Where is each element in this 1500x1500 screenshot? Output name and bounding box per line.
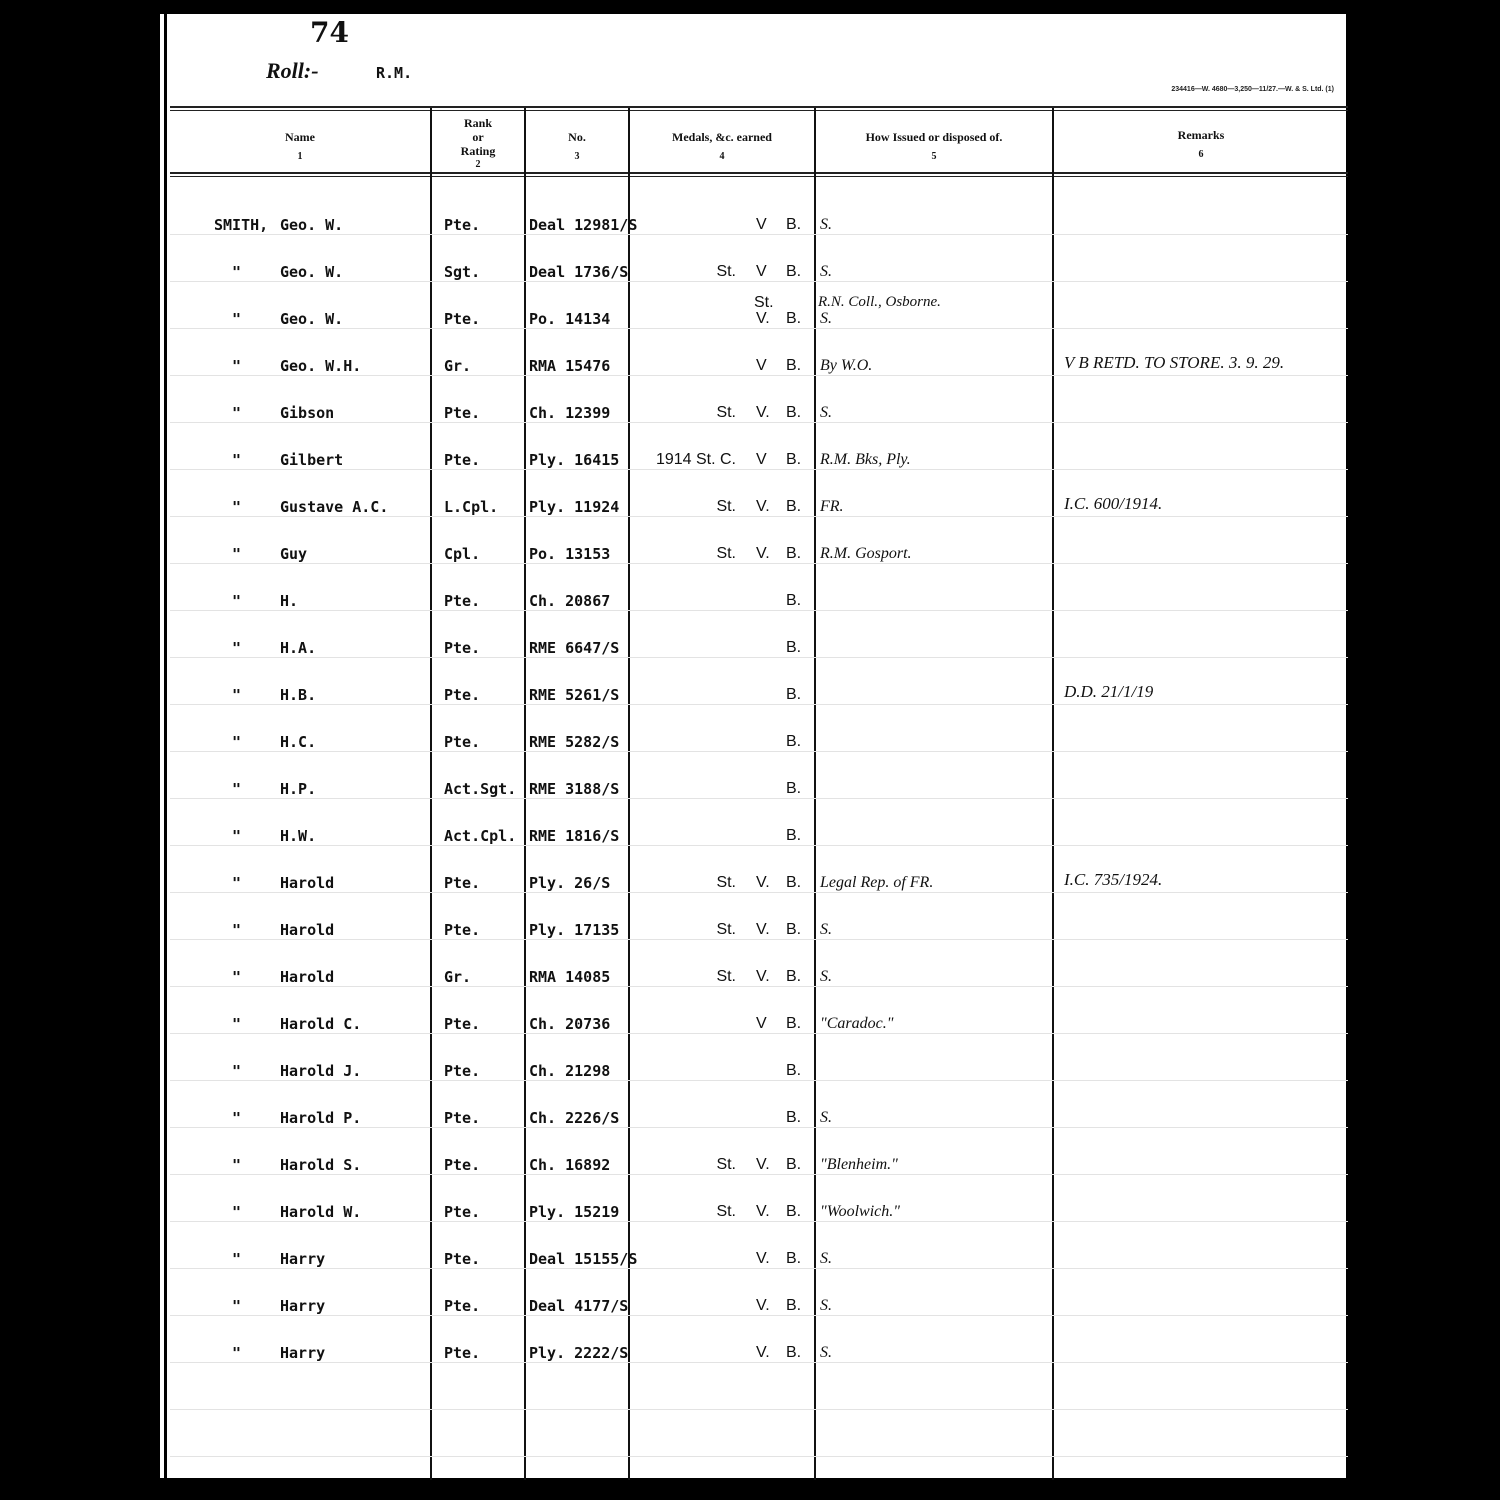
- row-rank: Pte.: [444, 216, 481, 234]
- row-medal-british: B.: [786, 1015, 802, 1032]
- row-forename: Geo. W.H.: [280, 357, 362, 375]
- row-forename: Harold P.: [280, 1109, 362, 1127]
- ruled-line: [170, 1268, 1348, 1269]
- ruled-line: [170, 610, 1348, 611]
- row-number: RME 1816/S: [529, 827, 620, 845]
- row-medal-star: St.: [716, 921, 736, 938]
- row-medal-victory: V.: [756, 921, 770, 938]
- row-ditto-mark: ": [232, 874, 242, 892]
- row-medal-victory: V: [756, 216, 767, 233]
- row-how-issued: S.: [820, 968, 832, 985]
- row-medal-british: B.: [786, 216, 802, 233]
- row-forename: Harold J.: [280, 1062, 362, 1080]
- row-rank: Pte.: [444, 639, 481, 657]
- column-divider-3: [628, 108, 630, 1480]
- row-medal-british: B.: [786, 1297, 802, 1314]
- header-how-issued: How Issued or disposed of. 5: [865, 130, 1003, 162]
- row-medal-british: B.: [786, 1203, 802, 1220]
- header-name: Name 1: [285, 130, 315, 162]
- row-medal-star: St.: [716, 1203, 736, 1220]
- row-medal-victory: V.: [756, 1250, 770, 1267]
- row-number: Deal 12981/S: [529, 216, 638, 234]
- row-how-issued: Legal Rep. of FR.: [820, 874, 934, 891]
- row-how-issued: S.: [820, 404, 832, 421]
- row-medal-british: B.: [786, 827, 802, 844]
- ruled-line: [170, 845, 1348, 846]
- header-number: No. 3: [568, 130, 586, 162]
- roll-page: [138, 0, 1360, 1500]
- row-ditto-mark: ": [232, 639, 242, 657]
- header-remarks: Remarks 6: [1177, 128, 1225, 160]
- row-how-issued: "Caradoc.": [820, 1015, 894, 1032]
- row-ditto-mark: ": [232, 1250, 242, 1268]
- row-rank: Cpl.: [444, 545, 481, 563]
- row-medal-british: B.: [786, 310, 802, 327]
- row-number: Ply. 16415: [529, 451, 620, 469]
- page-binding-line: [164, 0, 167, 1500]
- row-forename: Geo. W.: [280, 216, 344, 234]
- row-ditto-mark: ": [232, 780, 242, 798]
- ruled-line: [170, 751, 1348, 752]
- row-medal-star: St.: [716, 1156, 736, 1173]
- row-medal-victory: V.: [756, 498, 770, 515]
- row-medal-victory: V.: [756, 1297, 770, 1314]
- row-number: RMA 14085: [529, 968, 611, 986]
- row-medal-victory: V.: [756, 545, 770, 562]
- row-number: Po. 14134: [529, 310, 611, 328]
- row-how-issued: R.M. Gosport.: [820, 545, 912, 562]
- row-remarks: I.C. 600/1914.: [1064, 494, 1163, 513]
- ruled-line: [170, 1127, 1348, 1128]
- ruled-line: [170, 422, 1348, 423]
- ruled-line: [170, 986, 1348, 987]
- row-medal-victory: V.: [756, 1156, 770, 1173]
- row-surname: SMITH,: [214, 216, 269, 234]
- row-rank: Gr.: [444, 357, 472, 375]
- row-remarks: I.C. 735/1924.: [1064, 870, 1163, 889]
- row-how-issued: "Woolwich.": [820, 1203, 900, 1220]
- row-medal-british: B.: [786, 1156, 802, 1173]
- row-rank: Pte.: [444, 1015, 481, 1033]
- row-medal-british: B.: [786, 968, 802, 985]
- row-how-issued: S.: [820, 1250, 832, 1267]
- row-number: Ch. 20736: [529, 1015, 611, 1033]
- row-how-issued: S.: [820, 921, 832, 938]
- row-rank: Pte.: [444, 1344, 481, 1362]
- row-medal-victory: V.: [756, 310, 770, 327]
- row-rank: Pte.: [444, 1062, 481, 1080]
- row-medal-british: B.: [786, 1062, 802, 1079]
- row-number: Ch. 16892: [529, 1156, 611, 1174]
- row-rank: Pte.: [444, 1250, 481, 1268]
- ruled-line: [170, 328, 1348, 329]
- ruled-line: [170, 798, 1348, 799]
- row-medal-star: 1914 St. C.: [655, 451, 736, 468]
- row-number: RME 5282/S: [529, 733, 620, 751]
- row-forename: Guy: [280, 545, 308, 563]
- row-medal-british: B.: [786, 404, 802, 421]
- row-medal-victory: V: [756, 451, 767, 468]
- ruled-line: [170, 657, 1348, 658]
- row-rank: Pte.: [444, 1203, 481, 1221]
- row-forename: Harold: [280, 921, 335, 939]
- row-forename: Gustave A.C.: [280, 498, 389, 516]
- row-ditto-mark: ": [232, 968, 242, 986]
- row-medal-star: St.: [716, 498, 736, 515]
- column-divider-5: [1052, 108, 1054, 1480]
- row-how-issued: S.: [820, 310, 832, 327]
- ruled-line: [170, 469, 1348, 470]
- ruled-line: [170, 1080, 1348, 1081]
- page-number: 74: [310, 16, 349, 49]
- row-medal-british: B.: [786, 263, 802, 280]
- column-divider-4: [814, 108, 816, 1480]
- ruled-line: [170, 939, 1348, 940]
- row-ditto-mark: ": [232, 357, 242, 375]
- row-remarks: D.D. 21/1/19: [1064, 682, 1154, 701]
- row-medal-star: St.: [716, 874, 736, 891]
- roll-value: R.M.: [376, 64, 413, 82]
- row-number: RME 3188/S: [529, 780, 620, 798]
- row-ditto-mark: ": [232, 686, 242, 704]
- header-bottom-rule-thin: [170, 176, 1348, 177]
- ruled-line: [170, 892, 1348, 893]
- row-number: Ch. 2226/S: [529, 1109, 620, 1127]
- header-top-rule-thin: [170, 110, 1348, 111]
- row-ditto-mark: ": [232, 1203, 242, 1221]
- header-top-rule: [170, 106, 1348, 108]
- row-number: Ply. 17135: [529, 921, 620, 939]
- row-medal-star: St.: [716, 404, 736, 421]
- row-medal-victory: V: [756, 263, 767, 280]
- row-number: RMA 15476: [529, 357, 611, 375]
- ruled-line: [170, 375, 1348, 376]
- page-edge-top: [138, 0, 1360, 14]
- row-rank: Pte.: [444, 592, 481, 610]
- row-how-issued: S.: [820, 216, 832, 233]
- row-number: Ply. 2222/S: [529, 1344, 629, 1362]
- row-ditto-mark: ": [232, 1156, 242, 1174]
- row-ditto-mark: ": [232, 263, 242, 281]
- row-rank: Act.Cpl.: [444, 827, 517, 845]
- row-ditto-mark: ": [232, 498, 242, 516]
- row-rank: Pte.: [444, 686, 481, 704]
- row-remarks: V B RETD. TO STORE. 3. 9. 29.: [1064, 353, 1285, 372]
- row-ditto-mark: ": [232, 733, 242, 751]
- row-number: Ch. 12399: [529, 404, 611, 422]
- row-forename: H.A.: [280, 639, 317, 657]
- ruled-line: [170, 1174, 1348, 1175]
- row-medal-star: St.: [716, 545, 736, 562]
- row-medal-british: B.: [786, 921, 802, 938]
- row-rank: Pte.: [444, 733, 481, 751]
- row-forename: Harold: [280, 874, 335, 892]
- row-medal-british: B.: [786, 639, 802, 656]
- row-ditto-mark: ": [232, 545, 242, 563]
- row-forename: Harry: [280, 1250, 326, 1268]
- row-ditto-mark: ": [232, 592, 242, 610]
- row-number: Deal 4177/S: [529, 1297, 629, 1315]
- row-forename: Harold: [280, 968, 335, 986]
- row-ditto-mark: ": [232, 1344, 242, 1362]
- row-forename: Harold W.: [280, 1203, 362, 1221]
- row-how-issued: S.: [820, 263, 832, 280]
- row-rank: L.Cpl.: [444, 498, 499, 516]
- row-forename: Gibson: [280, 404, 335, 422]
- row-medal-british: B.: [786, 1109, 802, 1126]
- row-number: Ply. 11924: [529, 498, 620, 516]
- row-rank: Pte.: [444, 874, 481, 892]
- row-rank: Gr.: [444, 968, 472, 986]
- row-rank: Pte.: [444, 1109, 481, 1127]
- page-edge-right: [1346, 0, 1360, 1500]
- row-medal-victory: V: [756, 357, 767, 374]
- row-number: Deal 15155/S: [529, 1250, 638, 1268]
- row-forename: Harry: [280, 1297, 326, 1315]
- ruled-line: [170, 234, 1348, 235]
- ruled-line: [170, 1315, 1348, 1316]
- row-rank: Pte.: [444, 404, 481, 422]
- row-forename: H.C.: [280, 733, 317, 751]
- row-rank: Pte.: [444, 1297, 481, 1315]
- row-ditto-mark: ": [232, 1015, 242, 1033]
- row-rank: Sgt.: [444, 263, 481, 281]
- row-how-issued: By W.O.: [820, 357, 873, 374]
- row-number: Po. 13153: [529, 545, 611, 563]
- row-forename: H.B.: [280, 686, 317, 704]
- ruled-line: [170, 1456, 1348, 1457]
- row-medal-victory: V.: [756, 874, 770, 891]
- row-medal-british: B.: [786, 780, 802, 797]
- row-forename: H.P.: [280, 780, 317, 798]
- ruled-line: [170, 704, 1348, 705]
- page-edge-bottom: [138, 1478, 1360, 1500]
- ruled-line: [170, 1362, 1348, 1363]
- row-ditto-mark: ": [232, 827, 242, 845]
- row-how-issued: R.M. Bks, Ply.: [820, 451, 911, 468]
- row-forename: Gilbert: [280, 451, 344, 469]
- row-rank: Act.Sgt.: [444, 780, 517, 798]
- row-rank: Pte.: [444, 921, 481, 939]
- row-medal-british: B.: [786, 733, 802, 750]
- row-ditto-mark: ": [232, 1297, 242, 1315]
- row-forename: Harold S.: [280, 1156, 362, 1174]
- row-how-issued: S.: [820, 1344, 832, 1361]
- row-number: Deal 1736/S: [529, 263, 629, 281]
- row-ditto-mark: ": [232, 1109, 242, 1127]
- row-medal-victory: V.: [756, 404, 770, 421]
- row-issued-above: R.N. Coll., Osborne.: [818, 294, 941, 310]
- row-medal-victory: V.: [756, 968, 770, 985]
- printer-code: 234416—W. 4680—3,250—11/27.—W. & S. Ltd. (1): [1171, 86, 1334, 93]
- row-number: Ch. 20867: [529, 592, 611, 610]
- row-forename: Geo. W.: [280, 263, 344, 281]
- row-forename: H.: [280, 592, 299, 610]
- ruled-line: [170, 281, 1348, 282]
- row-rank: Pte.: [444, 310, 481, 328]
- row-medal-star: St.: [716, 263, 736, 280]
- header-bottom-rule: [170, 172, 1348, 174]
- row-rank: Pte.: [444, 1156, 481, 1174]
- row-medal-british: B.: [786, 1344, 802, 1361]
- row-how-issued: S.: [820, 1109, 832, 1126]
- row-ditto-mark: ": [232, 451, 242, 469]
- row-medal-british: B.: [786, 451, 802, 468]
- header-rank: Rank or Rating 2: [460, 116, 496, 170]
- row-rank: Pte.: [444, 451, 481, 469]
- row-how-issued: "Blenheim.": [820, 1156, 898, 1173]
- row-medal-british: B.: [786, 1250, 802, 1267]
- column-divider-2: [524, 108, 526, 1480]
- row-forename: Geo. W.: [280, 310, 344, 328]
- row-medal-british: B.: [786, 686, 802, 703]
- row-medal-star-above: St.: [754, 294, 774, 311]
- row-medal-star: St.: [716, 968, 736, 985]
- row-number: RME 5261/S: [529, 686, 620, 704]
- row-number: Ch. 21298: [529, 1062, 611, 1080]
- row-ditto-mark: ": [232, 310, 242, 328]
- row-medal-british: B.: [786, 592, 802, 609]
- roll-label: Roll:-: [266, 58, 319, 83]
- row-medal-british: B.: [786, 874, 802, 891]
- page-edge-left: [138, 0, 160, 1500]
- row-forename: H.W.: [280, 827, 317, 845]
- row-ditto-mark: ": [232, 1062, 242, 1080]
- ruled-line: [170, 1033, 1348, 1034]
- header-medals: Medals, &c. earned 4: [672, 130, 772, 162]
- ruled-line: [170, 1409, 1348, 1410]
- row-medal-british: B.: [786, 545, 802, 562]
- row-forename: Harold C.: [280, 1015, 362, 1033]
- row-medal-british: B.: [786, 357, 802, 374]
- row-number: Ply. 15219: [529, 1203, 620, 1221]
- row-medal-british: B.: [786, 498, 802, 515]
- row-how-issued: S.: [820, 1297, 832, 1314]
- ruled-line: [170, 1221, 1348, 1222]
- row-forename: Harry: [280, 1344, 326, 1362]
- row-ditto-mark: ": [232, 404, 242, 422]
- row-number: Ply. 26/S: [529, 874, 611, 892]
- row-medal-victory: V: [756, 1015, 767, 1032]
- ruled-line: [170, 516, 1348, 517]
- row-medal-victory: V.: [756, 1203, 770, 1220]
- row-how-issued: FR.: [820, 498, 844, 515]
- ruled-line: [170, 563, 1348, 564]
- row-ditto-mark: ": [232, 921, 242, 939]
- row-number: RME 6647/S: [529, 639, 620, 657]
- column-divider-1: [430, 108, 432, 1480]
- row-medal-victory: V.: [756, 1344, 770, 1361]
